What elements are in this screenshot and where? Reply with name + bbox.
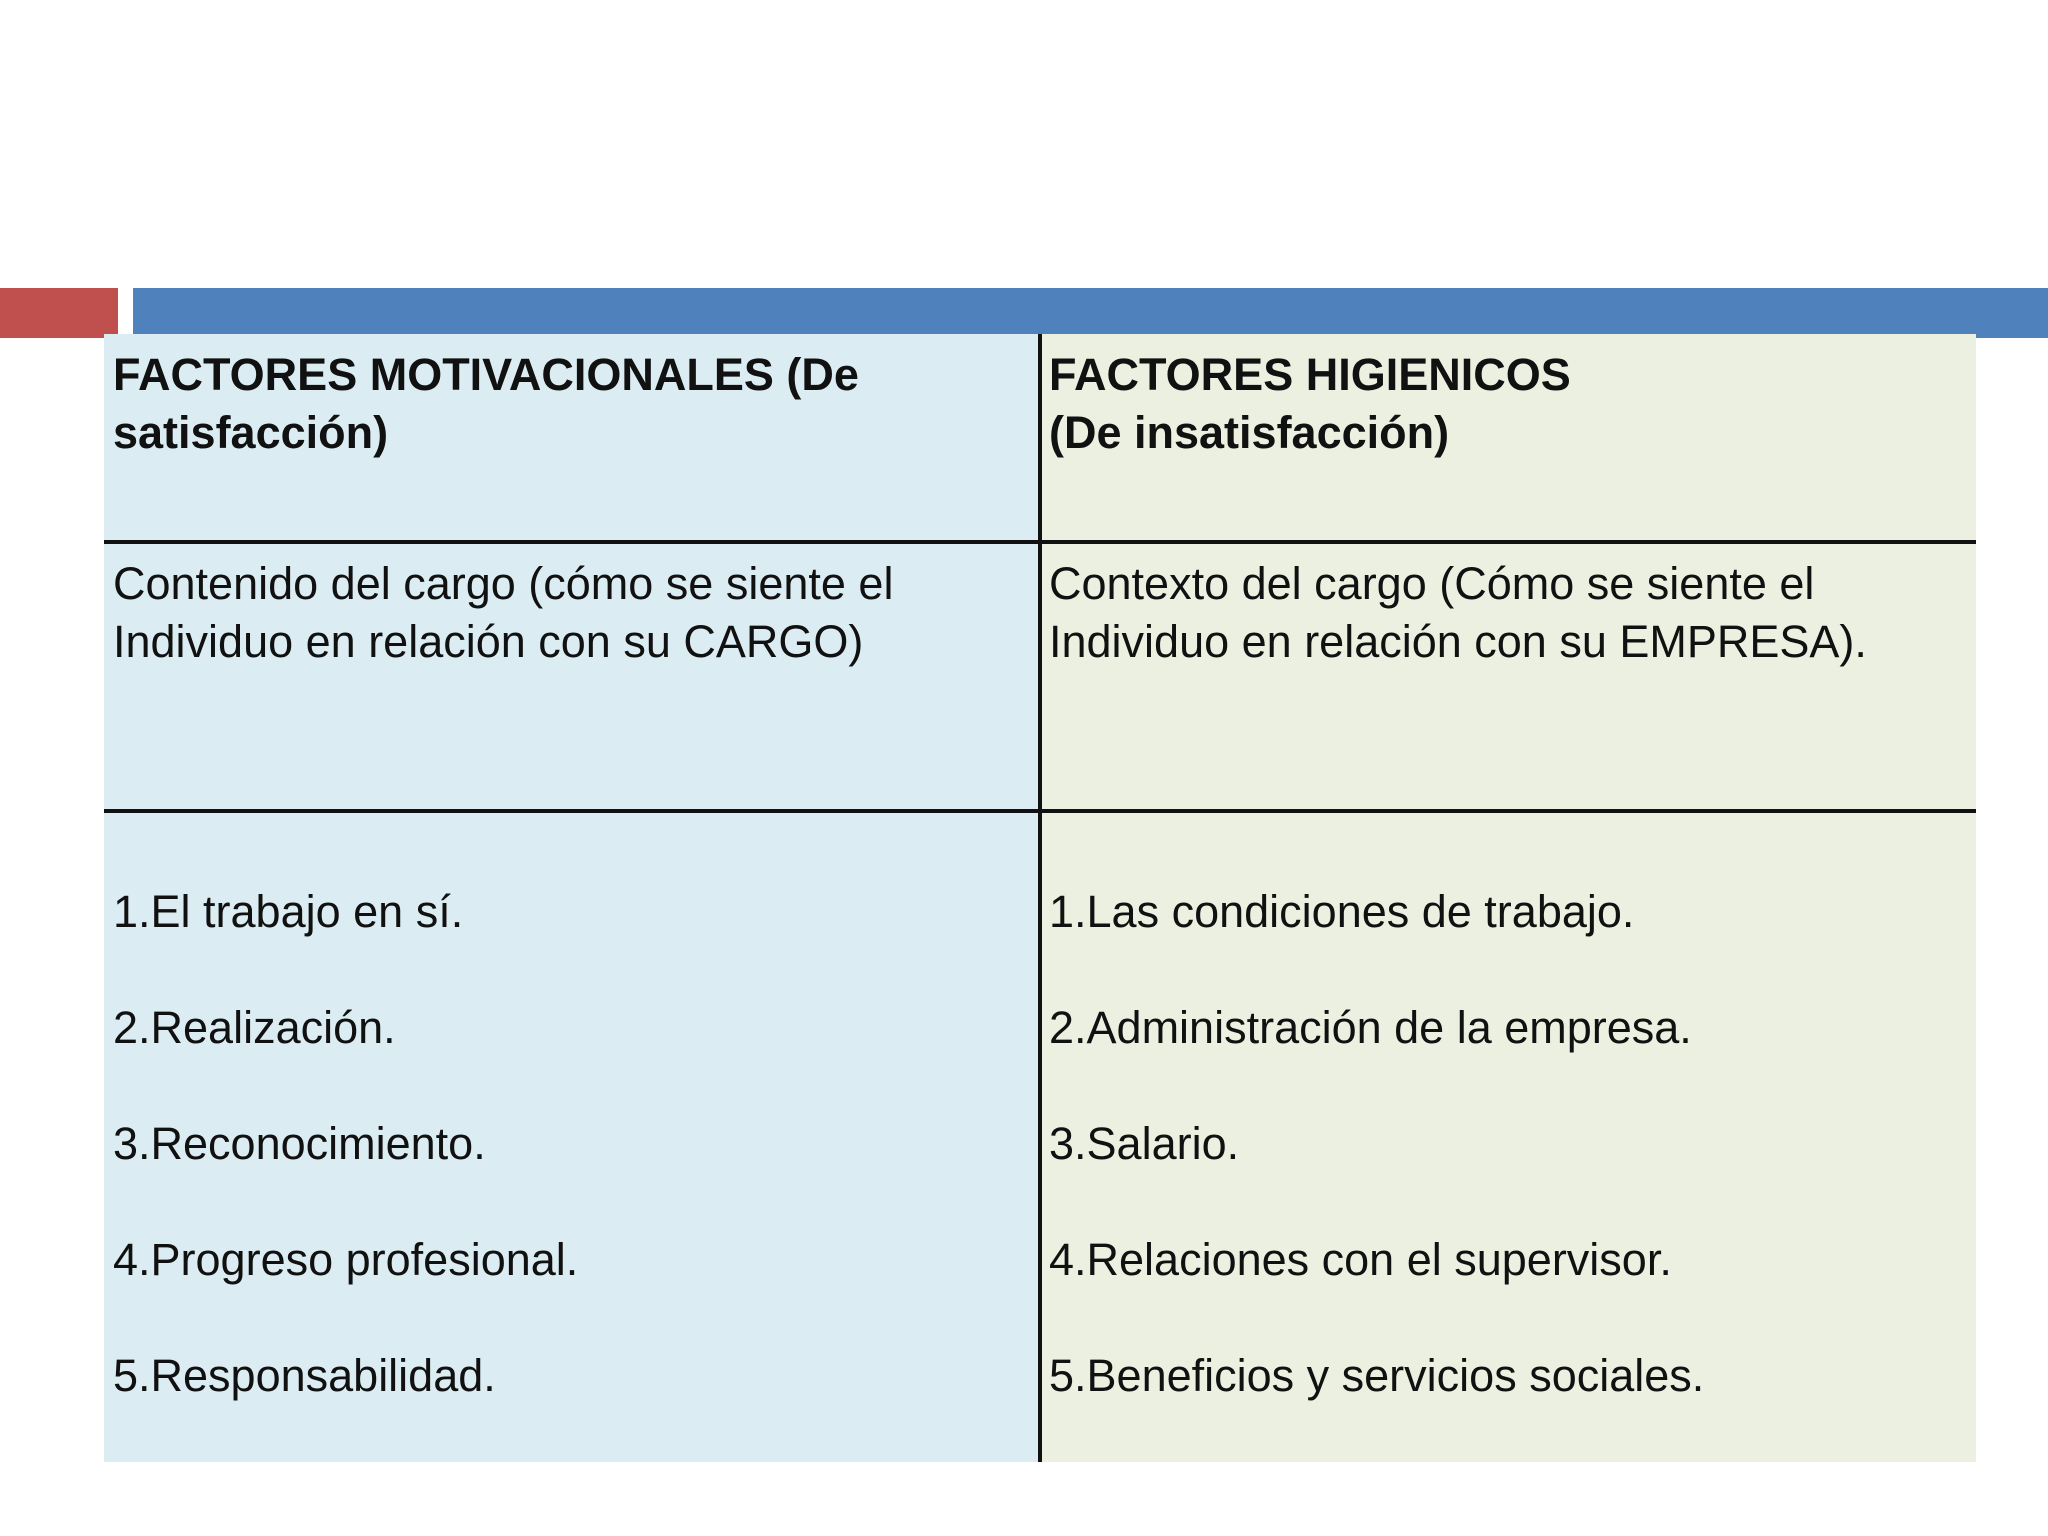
list-item: 1.Las condiciones de trabajo.	[1049, 886, 1635, 937]
hygiene-factors-header	[1049, 346, 1969, 462]
row-divider	[104, 809, 1976, 813]
list-item: 1.El trabajo en sí.	[113, 886, 464, 937]
list-item: 3.Reconocimiento.	[113, 1118, 486, 1169]
list-item: 2.Administración de la empresa.	[1049, 1002, 1692, 1053]
motivational-description: Contenido del cargo (cómo se siente el Individuo en relación con su CARGO)	[113, 558, 894, 667]
list-item: 4.Progreso profesional.	[113, 1234, 579, 1285]
accent-bar-red	[0, 288, 118, 338]
hygiene-description: Contexto del cargo (Cómo se siente el Individuo en relación con su EMPRESA).	[1049, 558, 1867, 667]
hygiene-factors-list	[1049, 825, 1969, 1463]
hygiene-header-line-2: (De insatisfacción)	[1049, 407, 1450, 458]
hygiene-header-line-1: FACTORES HIGIENICOS	[1049, 349, 1571, 400]
accent-bar-blue	[133, 288, 2048, 338]
row-divider	[104, 540, 1976, 544]
motivational-factors-list	[113, 825, 1028, 1463]
motivational-factors-header: FACTORES MOTIVACIONALES (De satisfacción)	[113, 349, 859, 458]
list-item: 5.Beneficios y servicios sociales.	[1049, 1350, 1705, 1401]
column-divider	[1038, 334, 1042, 1462]
list-item: 3.Salario.	[1049, 1118, 1240, 1169]
list-item: 2.Realización.	[113, 1002, 396, 1053]
list-item: 5.Responsabilidad.	[113, 1350, 496, 1401]
comparison-table	[104, 334, 1976, 1462]
list-item: 4.Relaciones con el supervisor.	[1049, 1234, 1672, 1285]
